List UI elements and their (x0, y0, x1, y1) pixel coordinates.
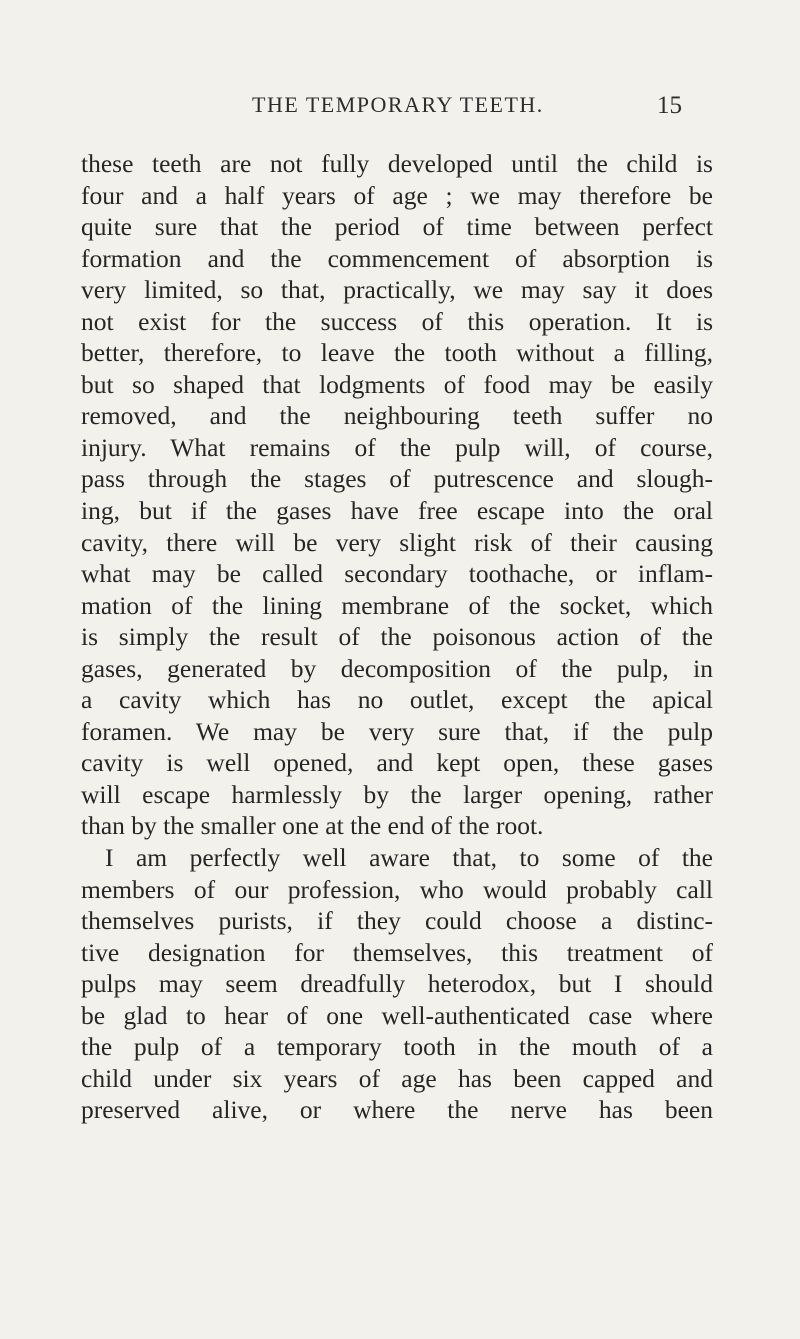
text-line: the pulp of a temporary tooth in the mouth of a (81, 1032, 713, 1062)
text-line: these teeth are not fully developed until the child is (81, 149, 713, 178)
text-line: tive designation for themselves, this treatment of (81, 937, 713, 967)
text-line: what may be called secondary toothache, or inflam- (81, 559, 713, 589)
text-line: themselves purists, if they could choose a distinc- (81, 906, 713, 936)
text-line: pass through the stages of putrescence and slough- (81, 464, 713, 494)
text-line: better, therefore, to leave the tooth without a filling, (81, 338, 713, 368)
text-line: cavity, there will be very slight risk of their causing (81, 527, 713, 557)
text-line: quite sure that the period of time between perfect (81, 212, 713, 242)
text-line: formation and the commencement of absorption is (81, 243, 713, 273)
text-line: pulps may seem dreadfully heterodox, but I should (81, 969, 713, 999)
text-line: will escape harmlessly by the larger opening, rather (81, 779, 713, 809)
text-line: be glad to hear of one well-authenticated case where (81, 1000, 713, 1030)
text-line: removed, and the neighbouring teeth suffer no (81, 401, 713, 431)
text-line: members of our profession, who would probably call (81, 874, 713, 904)
text-line: mation of the lining membrane of the socket, which (81, 590, 713, 620)
text-line: ing, but if the gases have free escape into the oral (81, 496, 713, 526)
text-line: a cavity which has no outlet, except the apical (81, 685, 713, 715)
text-line: is simply the result of the poisonous action of the (81, 622, 713, 652)
text-line: four and a half years of age ; we may therefore be (81, 180, 713, 210)
paragraph-start-line: I am perfectly well aware that, to some of the (105, 843, 713, 873)
text-line: injury. What remains of the pulp will, of course, (81, 432, 713, 462)
page-number: 15 (657, 92, 682, 119)
text-line: preserved alive, or where the nerve has been (81, 1095, 713, 1125)
text-line: very limited, so that, practically, we may say it does (81, 275, 713, 305)
text-line: foramen. We may be very sure that, if the pulp (81, 716, 713, 746)
running-title: THE TEMPORARY TEETH. (252, 92, 544, 117)
text-line: not exist for the success of this operation. It is (81, 306, 713, 336)
body-text (81, 148, 713, 1126)
paragraph-end-line: than by the smaller one at the end of the root. (81, 811, 544, 841)
text-line: gases, generated by decomposition of the pulp, in (81, 653, 713, 683)
text-line: cavity is well opened, and kept open, these gases (81, 748, 713, 778)
text-line: but so shaped that lodgments of food may be easily (81, 369, 713, 399)
running-head (252, 92, 682, 126)
text-line: child under six years of age has been capped and (81, 1063, 713, 1093)
